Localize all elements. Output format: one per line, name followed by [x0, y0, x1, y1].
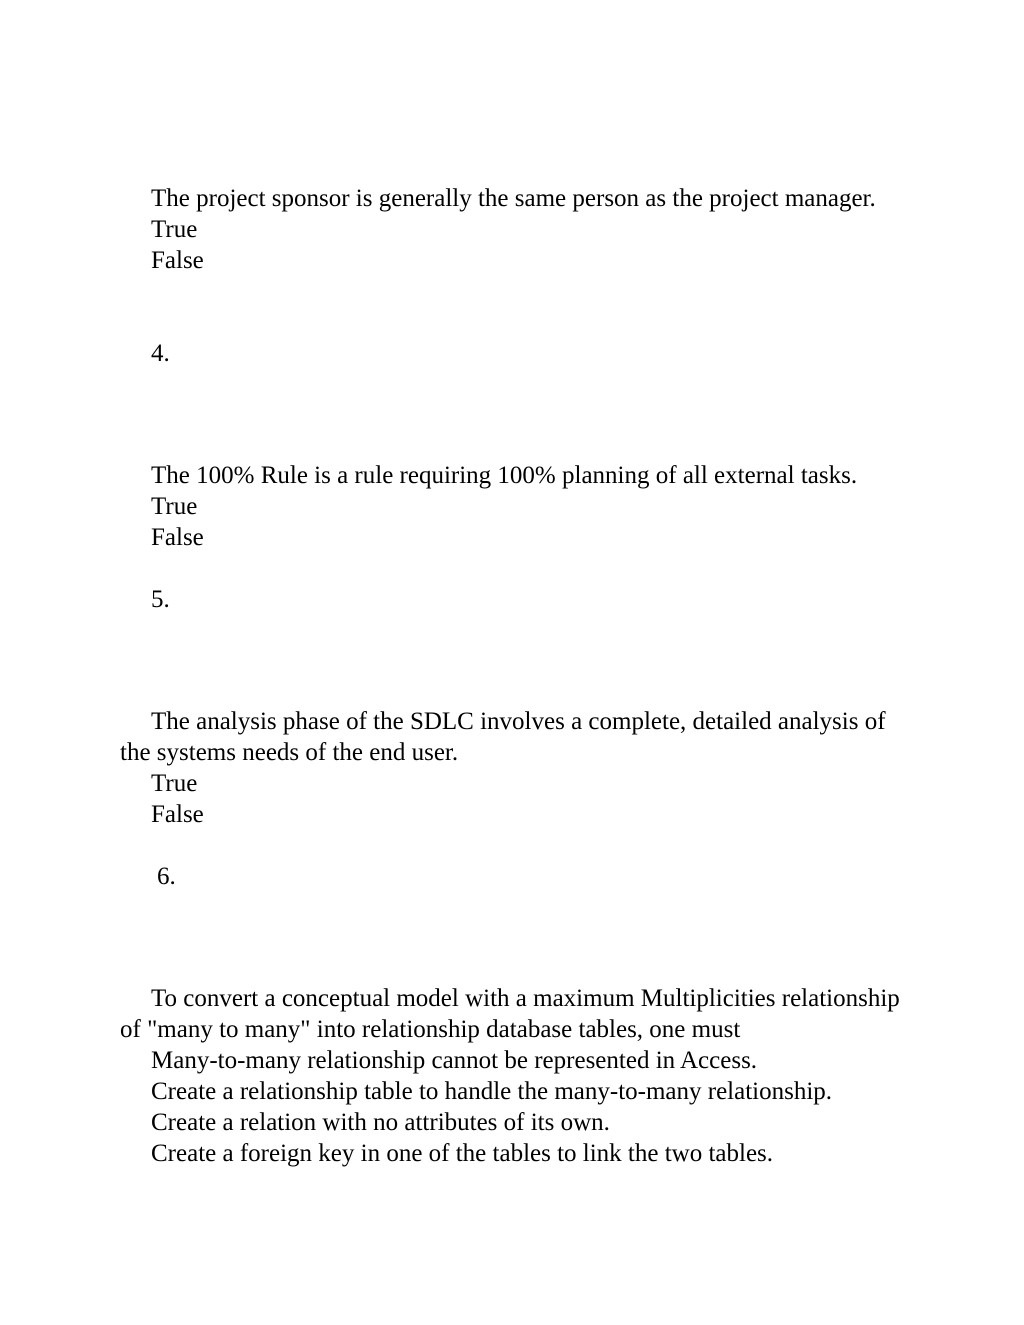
question-text: To convert a conceptual model with a maximum Multiplicities relationship of "many to many" into relationship database tables, one must: [120, 985, 900, 1043]
option-d[interactable]: Create a foreign key in one of the tables to link the two tables.: [151, 1140, 774, 1167]
question-text: The project sponsor is generally the same person as the project manager.: [151, 185, 876, 212]
question-text: The 100% Rule is a rule requiring 100% planning of all external tasks.: [151, 462, 858, 489]
question-block-6: [120, 983, 920, 1169]
option-a[interactable]: Many-to-many relationship cannot be represented in Access.: [151, 1047, 758, 1074]
question-block-3: [120, 183, 920, 276]
question-number: 4.: [151, 340, 170, 367]
option-true[interactable]: True: [151, 770, 198, 797]
question-number: 5.: [151, 586, 170, 613]
question-text: The analysis phase of the SDLC involves a complete, detailed analysis of the systems needs of the end user.: [120, 708, 886, 766]
option-c[interactable]: Create a relation with no attributes of its own.: [151, 1109, 610, 1136]
option-true[interactable]: True: [151, 216, 198, 243]
option-true[interactable]: True: [151, 493, 198, 520]
option-b[interactable]: Create a relationship table to handle the many-to-many relationship.: [151, 1078, 833, 1105]
option-false[interactable]: False: [151, 524, 204, 551]
option-false[interactable]: False: [151, 801, 204, 828]
option-false[interactable]: False: [151, 247, 204, 274]
question-block-5: [120, 706, 920, 830]
question-number: 6.: [157, 863, 176, 890]
question-block-4: [120, 460, 920, 553]
